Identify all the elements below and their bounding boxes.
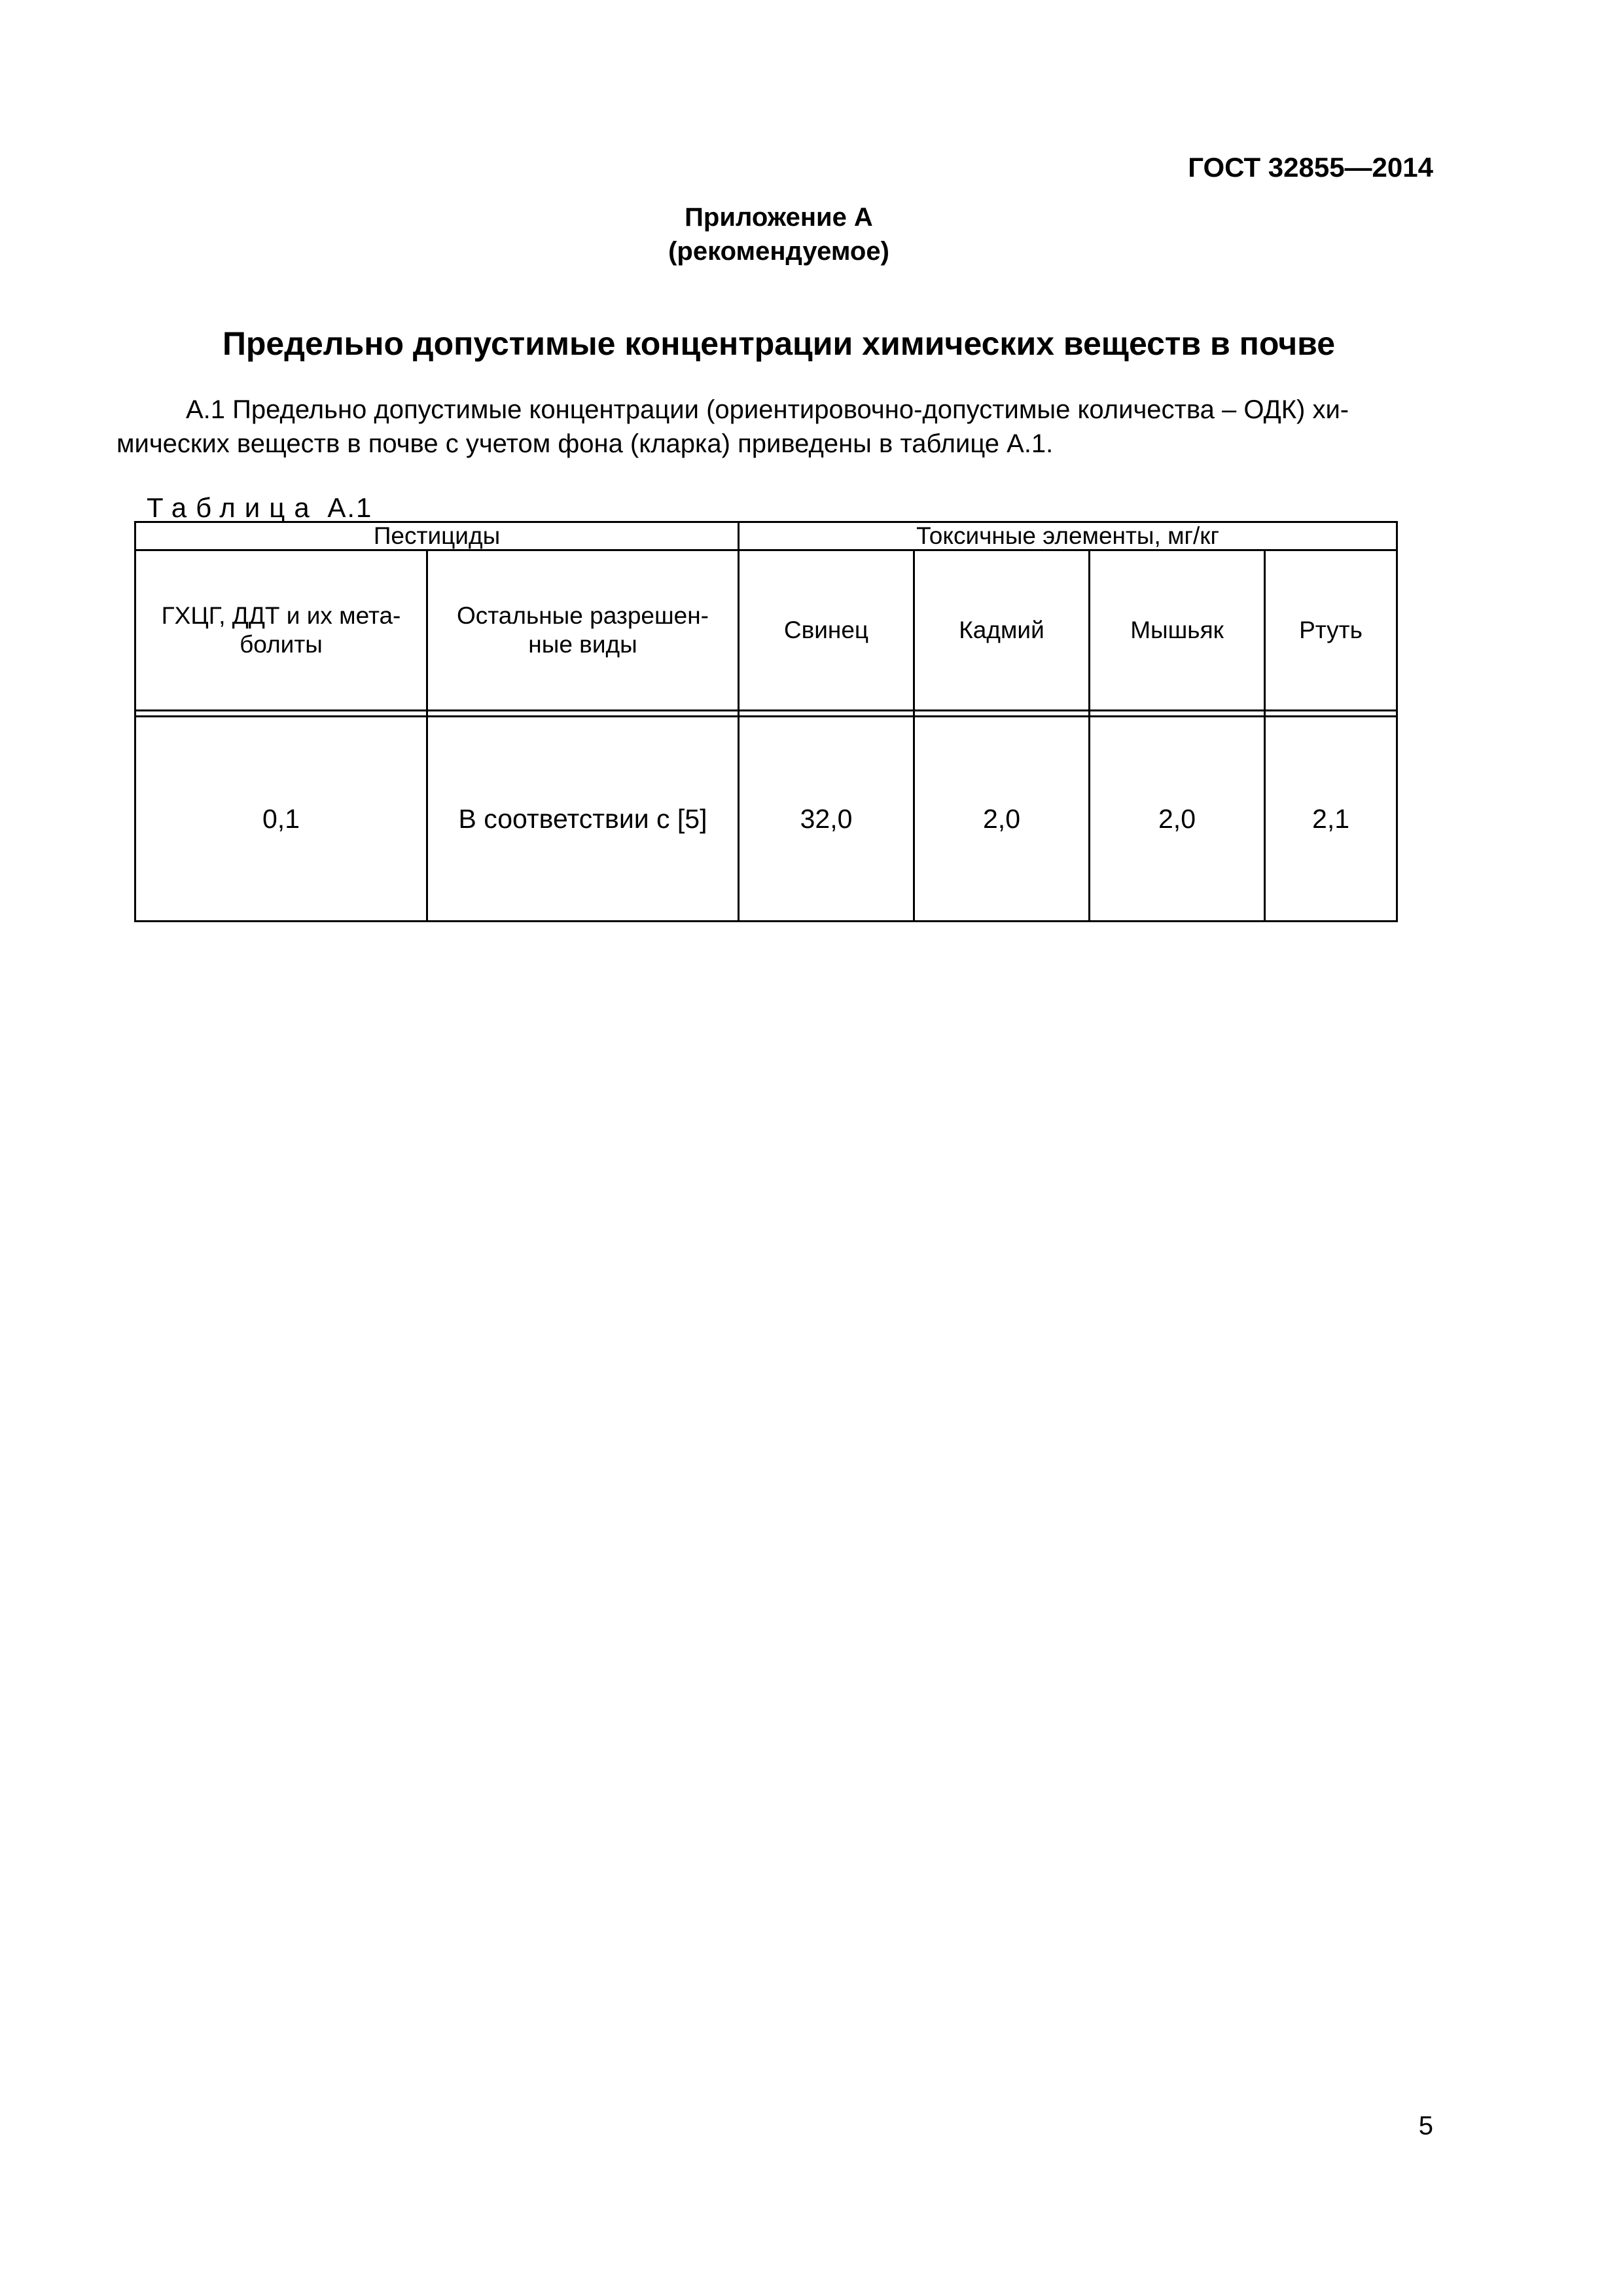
table-cell: 2,1 bbox=[1265, 717, 1397, 922]
table-cell: 32,0 bbox=[739, 717, 914, 922]
group-header-toxic-elements: Токсичные элементы, мг/кг bbox=[739, 522, 1397, 550]
paragraph-line-1: А.1 Предельно допустимые концентрации (ориентировочно-допустимые количества – ОДК) хи- bbox=[186, 395, 1349, 424]
table-cell: В соответствии с [5] bbox=[427, 717, 739, 922]
standard-code: ГОСТ 32855—2014 bbox=[1188, 152, 1433, 183]
column-header: ГХЦГ, ДДТ и их мета-болиты bbox=[135, 550, 427, 711]
column-header: Кадмий bbox=[914, 550, 1090, 711]
column-header: Остальные разрешен-ные виды bbox=[427, 550, 739, 711]
paragraph-line-2: мических веществ в почве с учетом фона (кларка) приведены в таблице А.1. bbox=[116, 429, 1054, 458]
table-cell: 2,0 bbox=[914, 717, 1090, 922]
annex-title: Приложение А bbox=[685, 203, 873, 232]
header-separator bbox=[135, 711, 1397, 717]
annex-status: (рекомендуемое) bbox=[668, 237, 889, 266]
group-header-pesticides: Пестициды bbox=[135, 522, 739, 550]
column-header: Свинец bbox=[739, 550, 914, 711]
paragraph-a1 bbox=[116, 393, 1442, 461]
table-caption-word: Таблица bbox=[147, 492, 319, 523]
page-number: 5 bbox=[1418, 2111, 1433, 2140]
concentration-table bbox=[134, 521, 1398, 922]
column-header: Мышьяк bbox=[1090, 550, 1265, 711]
table-cell: 0,1 bbox=[135, 717, 427, 922]
document-title: Предельно допустимые концентрации химических веществ в почве bbox=[222, 325, 1336, 362]
table-row bbox=[135, 717, 1397, 922]
table-cell: 2,0 bbox=[1090, 717, 1265, 922]
annex-heading bbox=[0, 200, 1558, 268]
table-caption-number: А.1 bbox=[327, 492, 373, 523]
table-caption bbox=[147, 492, 372, 524]
column-header: Ртуть bbox=[1265, 550, 1397, 711]
